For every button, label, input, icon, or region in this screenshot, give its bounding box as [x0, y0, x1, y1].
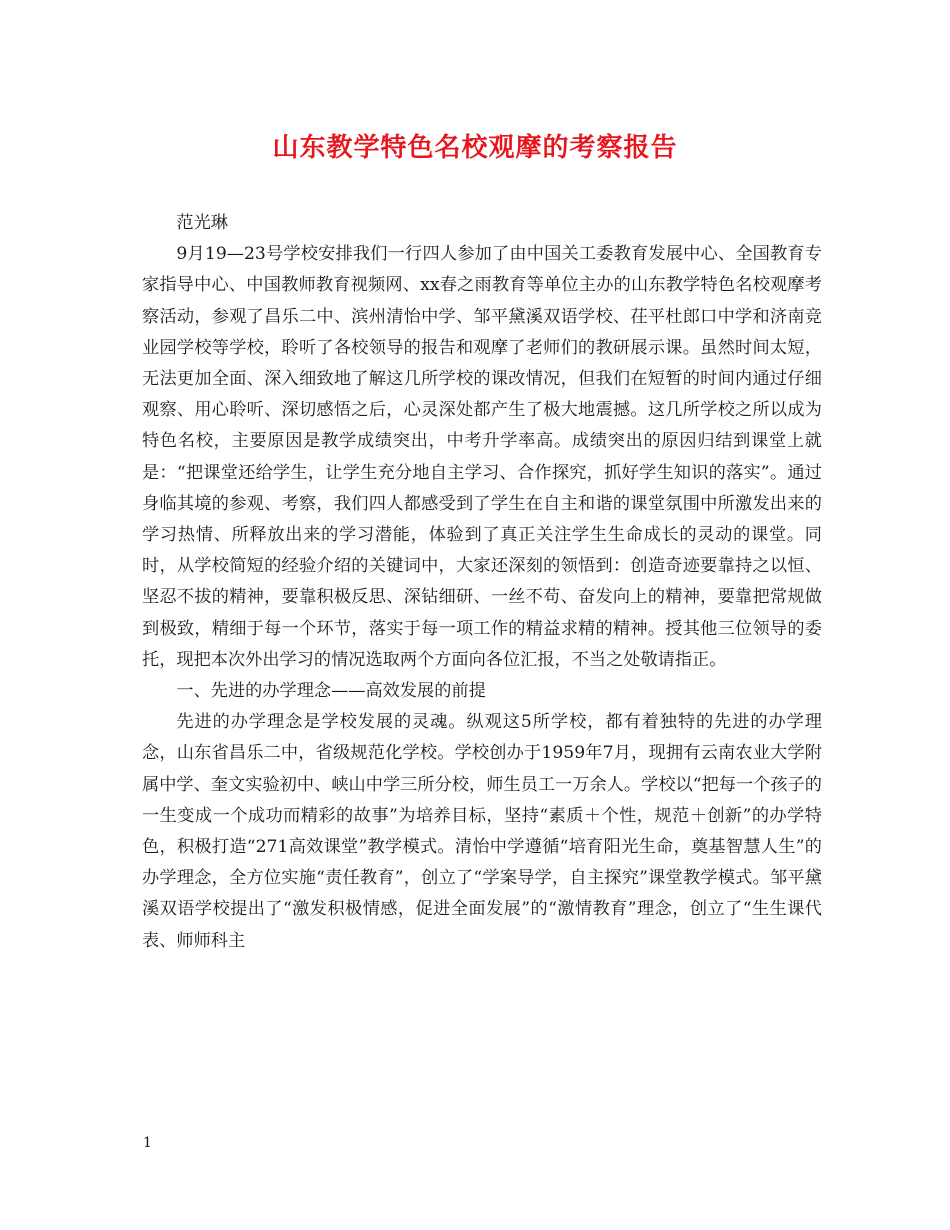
document-body	[142, 208, 822, 957]
paragraph-intro: 9月19—23号学校安排我们一行四人参加了由中国关工委教育发展中心、全国教育专家指导中心、中国教师教育视频网、xx春之雨教育等单位主办的山东教学特色名校观摩考察活动，参观了昌乐二中、滨州清怡中学、邹平黛溪双语学校、茌平杜郎口中学和济南竞业园学校等学校，聆听了各校领导的报告和观摩了老师们的教研展示课。虽然时间太短，无法更加全面、深入细致地了解这几所学校的课改情况，但我们在短暂的时间内通过仔细观察、用心聆听、深切感悟之后，心灵深处都产生了极大地震撼。这几所学校之所以成为特色名校，主要原因是教学成绩突出，中考升学率高。成绩突出的原因归结到课堂上就是：“把课堂还给学生，让学生充分地自主学习、合作探究，抓好学生知识的落实”。通过身临其境的参观、考察，我们四人都感受到了学生在自主和谐的课堂氛围中所激发出来的学习热情、所释放出来的学习潜能，体验到了真正关注学生生命成长的灵动的课堂。同时，从学校简短的经验介绍的关键词中，大家还深刻的领悟到：创造奇迹要靠持之以恒、坚忍不拔的精神，要靠积极反思、深钻细研、一丝不苟、奋发向上的精神，要靠把常规做到极致，精细于每一个环节，落实于每一项工作的精益求精的精神。授其他三位领导的委托，现把本次外出学习的情况选取两个方面向各位汇报，不当之处敬请指正。	[142, 244, 822, 670]
paragraph-section-1: 先进的办学理念是学校发展的灵魂。纵观这5所学校，都有着独特的先进的办学理念，山东省昌乐二中，省级规范化学校。学校创办于1959年7月，现拥有云南农业大学附属中学、奎文实验初中、峡山中学三所分校，师生员工一万余人。学校以“把每一个孩子的一生变成一个成功而精彩的故事”为培养目标，坚持“素质＋个性，规范＋创新”的办学特色，积极打造“271高效课堂”教学模式。清怡中学遵循“培育阳光生命，奠基智慧人生”的办学理念，全方位实施“责任教育”，创立了“学案导学，自主探究”课堂教学模式。邹平黛溪双语学校提出了“激发积极情感，促进全面发展”的“激情教育”理念，创立了“生生课代表、师师科主	[142, 712, 822, 951]
page-number: 1	[143, 1135, 152, 1151]
author-line: 范光琳	[176, 213, 228, 233]
section-heading-1: 一、先进的办学理念——高效发展的前提	[176, 681, 486, 702]
document-title: 山东教学特色名校观摩的考察报告	[272, 133, 678, 163]
